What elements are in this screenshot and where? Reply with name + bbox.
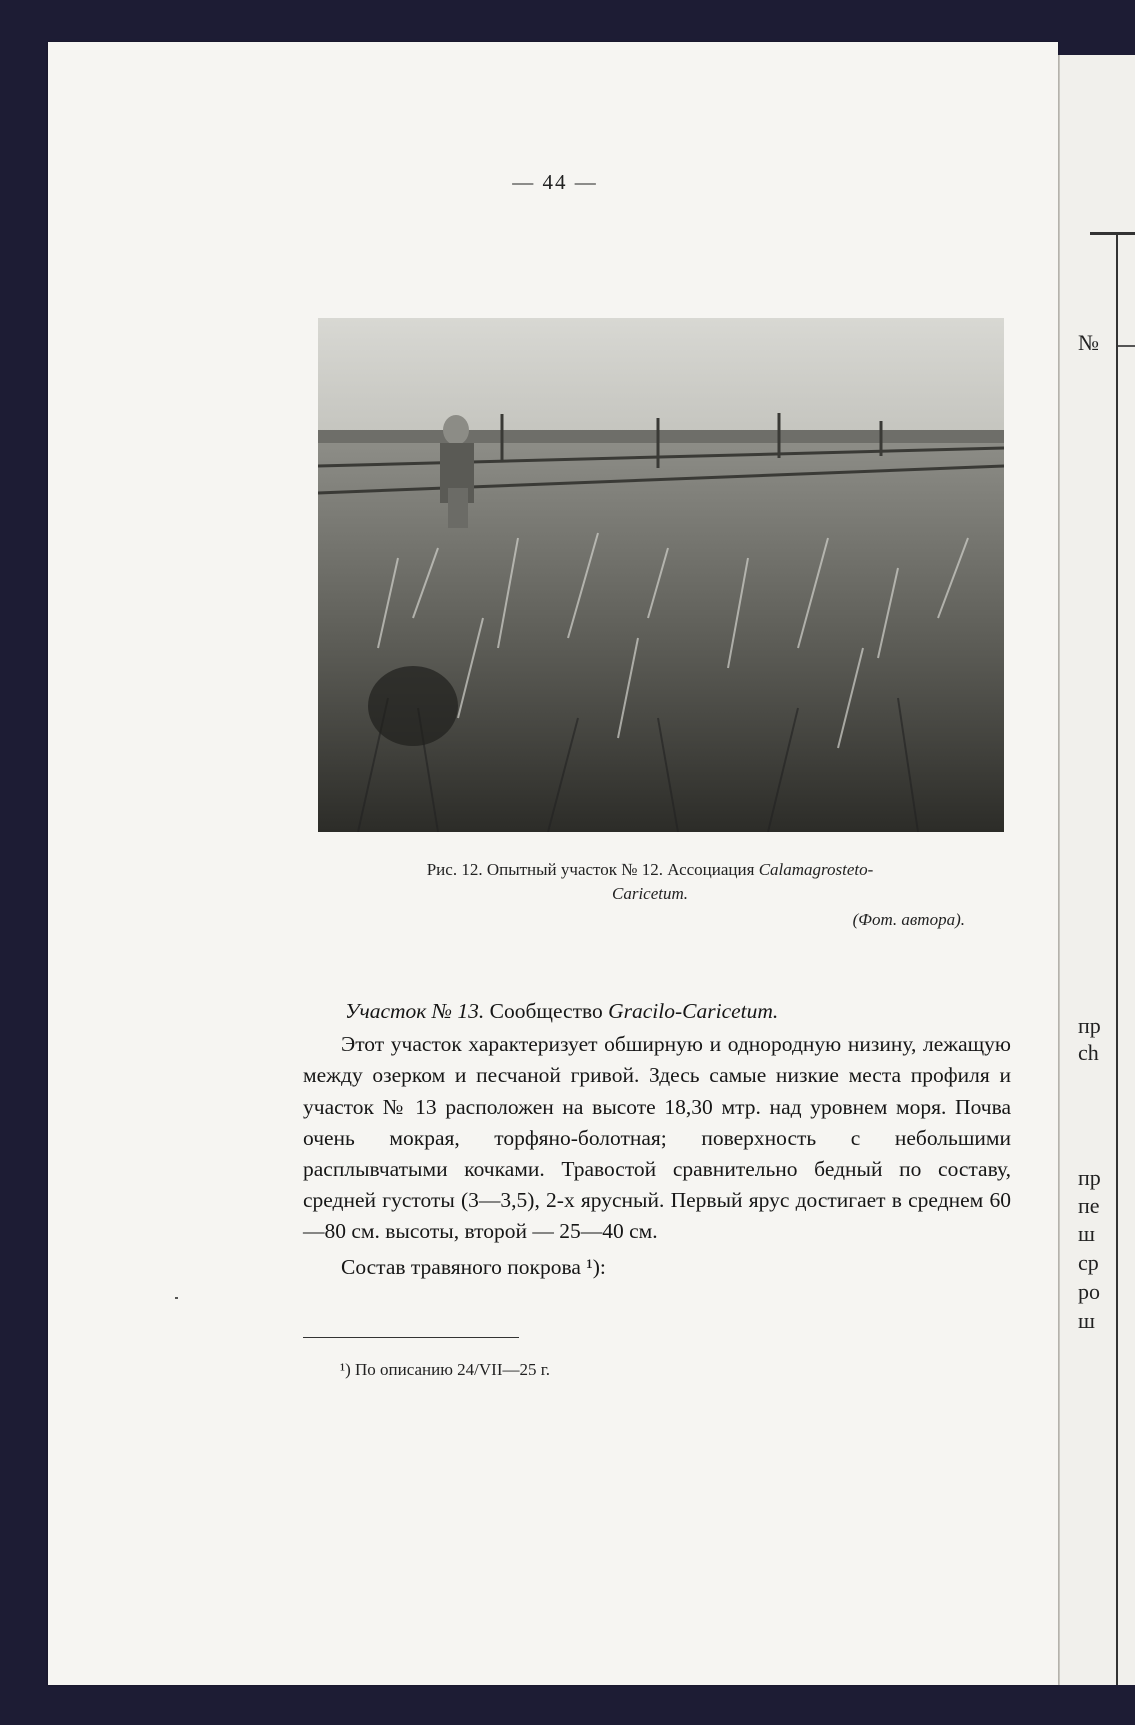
page-number: — 44 — — [512, 170, 598, 194]
footnote-rule — [303, 1337, 519, 1338]
edge-text: пе — [1078, 1193, 1100, 1218]
body-paragraph: Этот участок характеризует обширную и однородную низину, лежащую между озерком и песчаной гривой. Здесь самые низкие места профиля и участок № 13 расположен на высоте 18,30 мтр. над уровнем моря. Почва очень мокрая, торфяно-болотная; поверхность с небольшими расплывчатыми кочками. Травостой сравнительно бедный по составу, средней густоты (3—3,5), 2-х ярусный. Первый ярус достигает в среднем 60—80 см. высоты, второй — 25—40 см. — [303, 1032, 1011, 1244]
edge-text: ш — [1078, 1308, 1095, 1333]
figure-photo — [318, 318, 1004, 832]
edge-text: ро — [1078, 1279, 1100, 1304]
edge-text: пр — [1078, 1013, 1101, 1038]
figure-caption — [330, 858, 970, 906]
main-text — [303, 996, 1011, 1283]
edge-text: пр — [1078, 1165, 1101, 1190]
edge-text: ср — [1078, 1250, 1099, 1275]
footnote: ¹) По описанию 24/VII—25 г. — [340, 1360, 551, 1379]
section-heading-plain: Сообщество — [484, 999, 609, 1023]
caption-text: Рис. 12. Опытный участок № 12. Ассоциация — [426, 860, 759, 879]
adjacent-page-edge — [1058, 55, 1135, 1685]
table-top-rule — [1090, 232, 1135, 235]
margin-mark — [175, 1297, 178, 1299]
table-header-rule — [1118, 345, 1135, 347]
section-heading — [303, 996, 1011, 1027]
table-vertical-rule — [1116, 235, 1118, 1685]
caption-latin-name: Calamagrosteto- — [758, 860, 874, 879]
section-heading-latin: Gracilo-Caricetum. — [608, 999, 779, 1023]
section-heading-italic: Участок № 13. — [345, 999, 485, 1023]
edge-text: № — [1078, 330, 1099, 355]
composition-line: Состав травяного покрова ¹): — [341, 1254, 606, 1279]
meadow-photo-image — [318, 318, 1004, 832]
photo-credit: (Фот. автора). — [852, 910, 965, 929]
edge-text: ch — [1078, 1040, 1099, 1065]
caption-latin-name-cont: Caricetum. — [611, 884, 689, 903]
edge-text: ш — [1078, 1221, 1095, 1246]
